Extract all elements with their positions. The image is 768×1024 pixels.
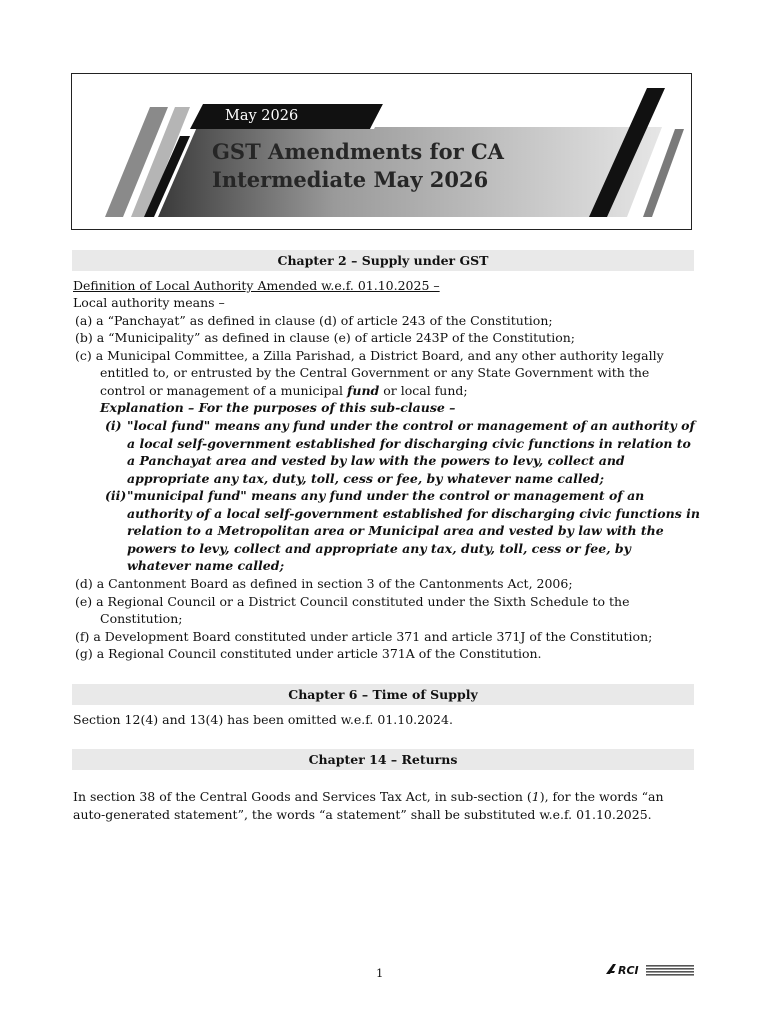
explanation-ii-line-2: authority of a local self-government established for discharging civic functions in [127,506,700,521]
chapter-14-text-post: ), for the words “an [539,789,664,804]
explanation-ii-line-1: "municipal fund" means any fund under the control or management of an [127,488,645,503]
clause-c-fund: fund [346,383,380,398]
explanation-i-line-1: "local fund" means any fund under the control or management of an authority of [127,418,695,433]
explanation-i-line-3: a Panchayat area and vested by law with the powers to levy, collect and [127,453,625,468]
chapter-14-line-2: auto-generated statement”, the words “a statement” shall be substituted w.e.f. 01.10.2025. [73,807,652,822]
title-line-1: GST Amendments for CA [212,139,504,164]
rci-logo [606,962,696,982]
chapter-6-text: Section 12(4) and 13(4) has been omitted w.e.f. 01.10.2024. [73,712,453,727]
page-number: 1 [376,966,384,980]
explanation-ii-number: (ii) [105,488,127,503]
banner-date: May 2026 [225,108,299,124]
clause-a: (a) a “Panchayat” as defined in clause (d) of article 243 of the Constitution; [75,313,553,328]
clause-c-line-2: entitled to, or entrusted by the Central Government or any State Government with the [100,365,650,380]
chapter-14-subsection: 1 [531,789,540,804]
clause-c-line-3 [100,382,468,399]
clause-e-line-1: (e) a Regional Council or a District Council constituted under the Sixth Schedule to the [75,594,630,609]
chapter-6-heading: Chapter 6 – Time of Supply [72,684,694,705]
clause-g: (g) a Regional Council constituted under article 371A of the Constitution. [75,646,542,661]
clause-c-text-pre: control or management of a municipal [100,383,347,398]
explanation-ii-line-3: relation to a Metropolitan area or Municipal area and vested by law with the [127,523,664,538]
clause-e-line-2: Constitution; [100,611,183,626]
explanation-i-number: (i) [105,418,122,433]
clause-c-line-1: (c) a Municipal Committee, a Zilla Parishad, a District Board, and any other authority legally [75,348,664,363]
chapter-2-heading: Chapter 2 – Supply under GST [72,250,694,271]
rci-logo-icon [606,962,696,978]
chapter-14-heading: Chapter 14 – Returns [72,749,694,770]
explanation-ii-line-4: powers to levy, collect and appropriate any tax, duty, toll, cess or fee, by [127,541,631,556]
explanation-i-line-2: a local self-government established for discharging civic functions in relation to [127,436,691,451]
explanation-i-line-4: appropriate any tax, duty, toll, cess or fee, by whatever name called; [127,471,604,486]
title-line-2: Intermediate May 2026 [212,167,489,192]
logo-text: RCI [618,964,639,977]
definition-heading: Definition of Local Authority Amended w.e.f. 01.10.2025 – [73,278,440,293]
explanation-heading: Explanation – For the purposes of this sub-clause – [100,400,456,415]
chapter-14-line-1 [73,788,664,805]
clause-d: (d) a Cantonment Board as defined in section 3 of the Cantonments Act, 2006; [75,576,573,591]
clause-f: (f) a Development Board constituted under article 371 and article 371J of the Constitution; [75,629,653,644]
explanation-ii-line-5: whatever name called; [127,558,285,573]
chapter-14-text-pre: In section 38 of the Central Goods and Services Tax Act, in sub-section ( [73,789,532,804]
definition-intro: Local authority means – [73,295,225,310]
clause-b: (b) a “Municipality” as defined in clause (e) of article 243P of the Constitution; [75,330,575,345]
page-title [212,138,592,194]
clause-c-text-post: or local fund; [379,383,468,398]
